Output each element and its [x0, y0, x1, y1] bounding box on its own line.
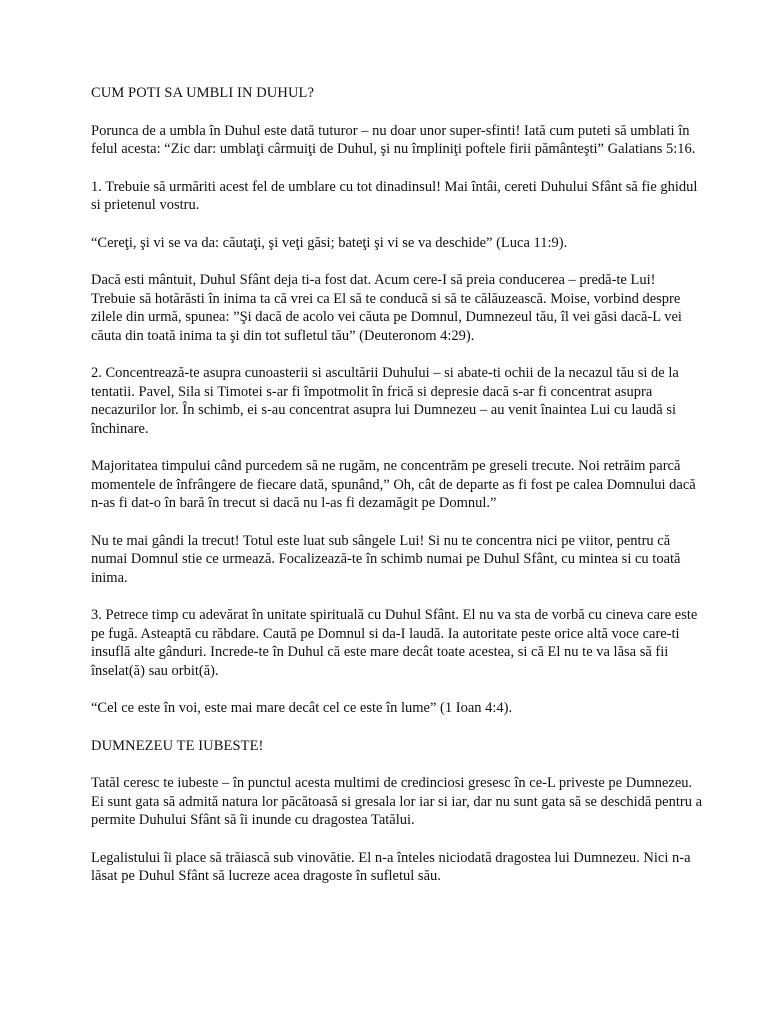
paragraph-legalist: Legalistului îi place să trăiască sub vinovătie. El n-a înteles niciodată dragostea lui Dumnezeu. Nici n-a lăsat pe Duhul Sfânt să lucreze acea dragoste în sufletul său. — [91, 849, 691, 884]
paragraph-point-1: 1. Trebuie să urmăriti acest fel de umblare cu tot dinadinsul! Mai întâi, cereti Duhului Sfânt să fie ghidul si prietenul vostru. — [91, 178, 698, 213]
paragraph-point-3: 3. Petrece timp cu adevărat în unitate spirituală cu Duhul Sfânt. El nu va sta de vorbă cu cineva care este pe fugă. Asteaptă cu răbdare. Caută pe Domnul si da-I laudă. Ia autoritate peste orice altă voce care-ti insuflă alte gânduri. Increde-te în Duhul că este mare decât toate acestea, si că El nu te va lăsa să fii înselat(ă) sau orbit(ă). — [91, 607, 698, 679]
document-title: CUM POTI SA UMBLI IN DUHUL? — [91, 85, 315, 101]
paragraph-mantuit: Dacă esti mântuit, Duhul Sfânt deja ti-a fost dat. Acum cere-I să preia conducerea – predă-te Lui! Trebuie să hotărăsti în inima ta că vrei ca El să te conducă si să te călăuzească. Moise, vorbind despre zilele din urmă, spunea: ”Şi dacă de acolo vei căuta pe Domnul, Dumnezeul tău, îl vei găsi dacă-L vei căuta din toată inima ta şi din tot sufletul tău” (Deuteronom 4:29). — [91, 272, 682, 344]
paragraph-trecut: Nu te mai gândi la trecut! Totul este luat sub sângele Lui! Si nu te concentra nici pe viitor, pentru că numai Domnul stie ce urmează. Focalizează-te în schimb numai pe Duhul Sfânt, cu mintea si cu toată inima. — [91, 532, 681, 586]
paragraph-point-2: 2. Concentrează-te asupra cunoasterii si ascultării Duhului – si abate-ti ochii de la necazul tău si de la tentatii. Pavel, Sila si Timotei s-ar fi împotmolit în frică si depresie dacă s-ar fi concentrat asupra necazurilor lor. În schimb, ei s-au concentrat asupra lui Dumnezeu – au venit înaintea Lui cu laudă si închinare. — [91, 365, 679, 437]
document-page — [91, 84, 703, 905]
paragraph-tatal: Tatăl ceresc te iubeste – în punctul acesta multimi de credinciosi gresesc în ce-L priveste pe Dumnezeu. Ei sunt gata să admită natura lor păcătoasă si gresala lor iar si iar, dar nu sunt gata să se deschidă pentru a permite Duhului Sfânt să îi inunde cu dragostea Tatălui. — [91, 775, 703, 828]
section-subheading: DUMNEZEU TE IUBESTE! — [91, 737, 264, 754]
paragraph-majoritatea: Majoritatea timpului când purcedem să ne rugăm, ne concentrăm pe greseli trecute. Noi retrăim parcă momentele de înfrângere de fiecare dată, spunând,” Oh, cât de departe as fi fost pe calea Domnului dacă n-as fi dat-o în bară în trecut si dacă nu l-as fi dezamăgit pe Domnul.” — [91, 458, 696, 511]
quote-luca: “Cereţi, şi vi se va da: căutaţi, şi veţi găsi; bateţi şi vi se va deschide” (Luca 11:9). — [91, 234, 568, 251]
paragraph-intro: Porunca de a umbla în Duhul este dată tuturor – nu doar unor super-sfinti! Iată cum puteti să umblati în felul acesta: “Zic dar: umblaţi cârmuiţi de Duhul, şi nu împliniţi poftele firii pământeşti” Galatians 5:16. — [91, 122, 696, 157]
quote-ioan: “Cel ce este în voi, este mai mare decât cel ce este în lume” (1 Ioan 4:4). — [91, 700, 513, 716]
